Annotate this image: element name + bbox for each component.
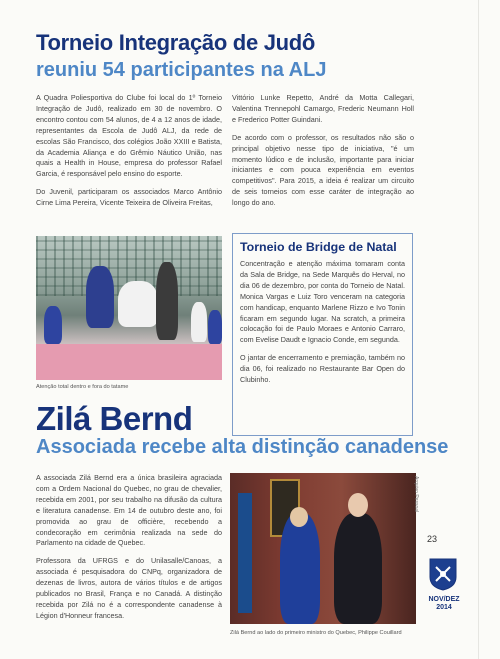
zila-column	[36, 473, 222, 629]
judo-paragraph-2: Do Juvenil, participaram os associados Marco Antônio Cirne Lima Pereira, Vicente Teixeira de Oliveira Freitas,	[36, 187, 222, 208]
judo-photo-figure	[191, 302, 207, 342]
zila-photo-flag	[238, 493, 252, 613]
judo-photo-caption: Atenção total dentro e fora do tatame	[36, 384, 129, 390]
judo-paragraph-3: Vittório Lunke Repetto, André da Motta Callegari, Valentina Trennepohl Camargo, Frederic Neumann Holl e Frederico Potter Guindani.	[232, 93, 414, 124]
zila-paragraph-1: A associada Zilá Bernd era a única brasileira agraciada com a Ordem Nacional do Quebec, no grau de chevalier, recebida em 2001, por seu trabalho na difusão da cultura e literatura canadense. Em 14 de outubro deste ano, foi promovida ao grau de officière, recebendo a condecoração em cerimônia realizada na sede do Parlamento na cidade de Quebec.	[36, 473, 222, 548]
zila-photo-woman-face	[290, 507, 308, 527]
judo-photo-figure	[156, 262, 178, 340]
zila-photo	[230, 473, 416, 624]
bridge-article-title: Torneio de Bridge de Natal	[240, 240, 397, 254]
zila-photo-man	[334, 513, 382, 624]
judo-photo	[36, 236, 222, 380]
zila-photo-woman	[280, 513, 320, 624]
judo-photo-figure	[44, 306, 62, 344]
zila-photo-caption: Zilá Bernd ao lado do primeiro ministro do Quebec, Philippe Couillard	[230, 630, 402, 636]
judo-column-1	[36, 93, 222, 216]
judo-photo-figure	[208, 310, 222, 344]
judo-paragraph-4: De acordo com o professor, os resultados não são o principal objetivo nesse tipo de iniciativa, "é um momento lúdico e de inclusão, importante para iniciar iniciantes e com pouca experiência em eventos competitivos". Para 2015, a ideia é realizar um circuito de seis torneios com esse caráter de integração ao longo do ano.	[232, 132, 414, 208]
page-number: 23	[427, 534, 438, 544]
judo-article-title: Torneio Integração de Judô	[36, 30, 316, 55]
edition-year: 2014	[436, 604, 452, 611]
judo-photo-mat	[36, 344, 222, 380]
judo-paragraph-1: A Quadra Poliesportiva do Clube foi local do 1º Torneio Integração de Judô, realizado em 30 de novembro. O encontro contou com 54 alunos, de 4 a 12 anos de idade, representantes da Escola de Judô ALJ, da rede de escolas São Francisco, dos colégios João XXIII e Batista, da Academia Aliança e do Grêmio Náutico União, nas quais a Health in House, empresa do professor Rafael Garcia, é responsável pelo ensino do esporte.	[36, 93, 222, 179]
zila-article-title: Zilá Bernd	[36, 400, 193, 437]
zila-photo-credit: Arquivo Pessoal	[413, 476, 419, 513]
zila-paragraph-2: Professora da UFRGS e do Unilasalle/Canoas, a associada é pesquisadora do CNPq, organizadora de dezenas de livros, autora de vários títulos e de artigos publicados no Brasil, França e no Canadá. A distinção recebida por Zilá no é a correspondente canadense à Légion d'Honneur francesa.	[36, 556, 222, 620]
judo-photo-figure	[118, 281, 158, 327]
zila-article-subtitle: Associada recebe alta distinção canadense	[36, 436, 449, 458]
edition-month: NOV/DEZ	[428, 596, 460, 603]
page-edge-divider	[478, 0, 479, 659]
judo-article-subtitle: reuniu 54 participantes na ALJ	[36, 59, 327, 81]
bridge-paragraph-1: Concentração e atenção máxima tomaram conta da Sala de Bridge, na Sede Marquês do Herval, no dia 06 de dezembro, por conta do Torneio de Natal. Monica Vargas e Luiz Toro venceram na categoria com handicap, enquanto Marlene Rizzo e Ivo Tonin ficaram em segundo lugar. Na scratch, a primeira colocação foi de Paulo Moraes e Antonio Carraro, com Evelise Daudt e Ignacio Conde, em segunda.	[240, 259, 405, 345]
club-crest-icon	[428, 557, 458, 591]
bridge-article-box	[232, 233, 413, 436]
judo-photo-figure	[86, 266, 114, 328]
bridge-paragraph-2: O jantar de encerramento e premiação, também no dia 06, foi realizado no Restaurante Bar Open do Clubinho.	[240, 353, 405, 385]
zila-photo-man-face	[348, 493, 368, 517]
edition-label	[427, 596, 461, 612]
judo-column-2	[232, 93, 414, 216]
